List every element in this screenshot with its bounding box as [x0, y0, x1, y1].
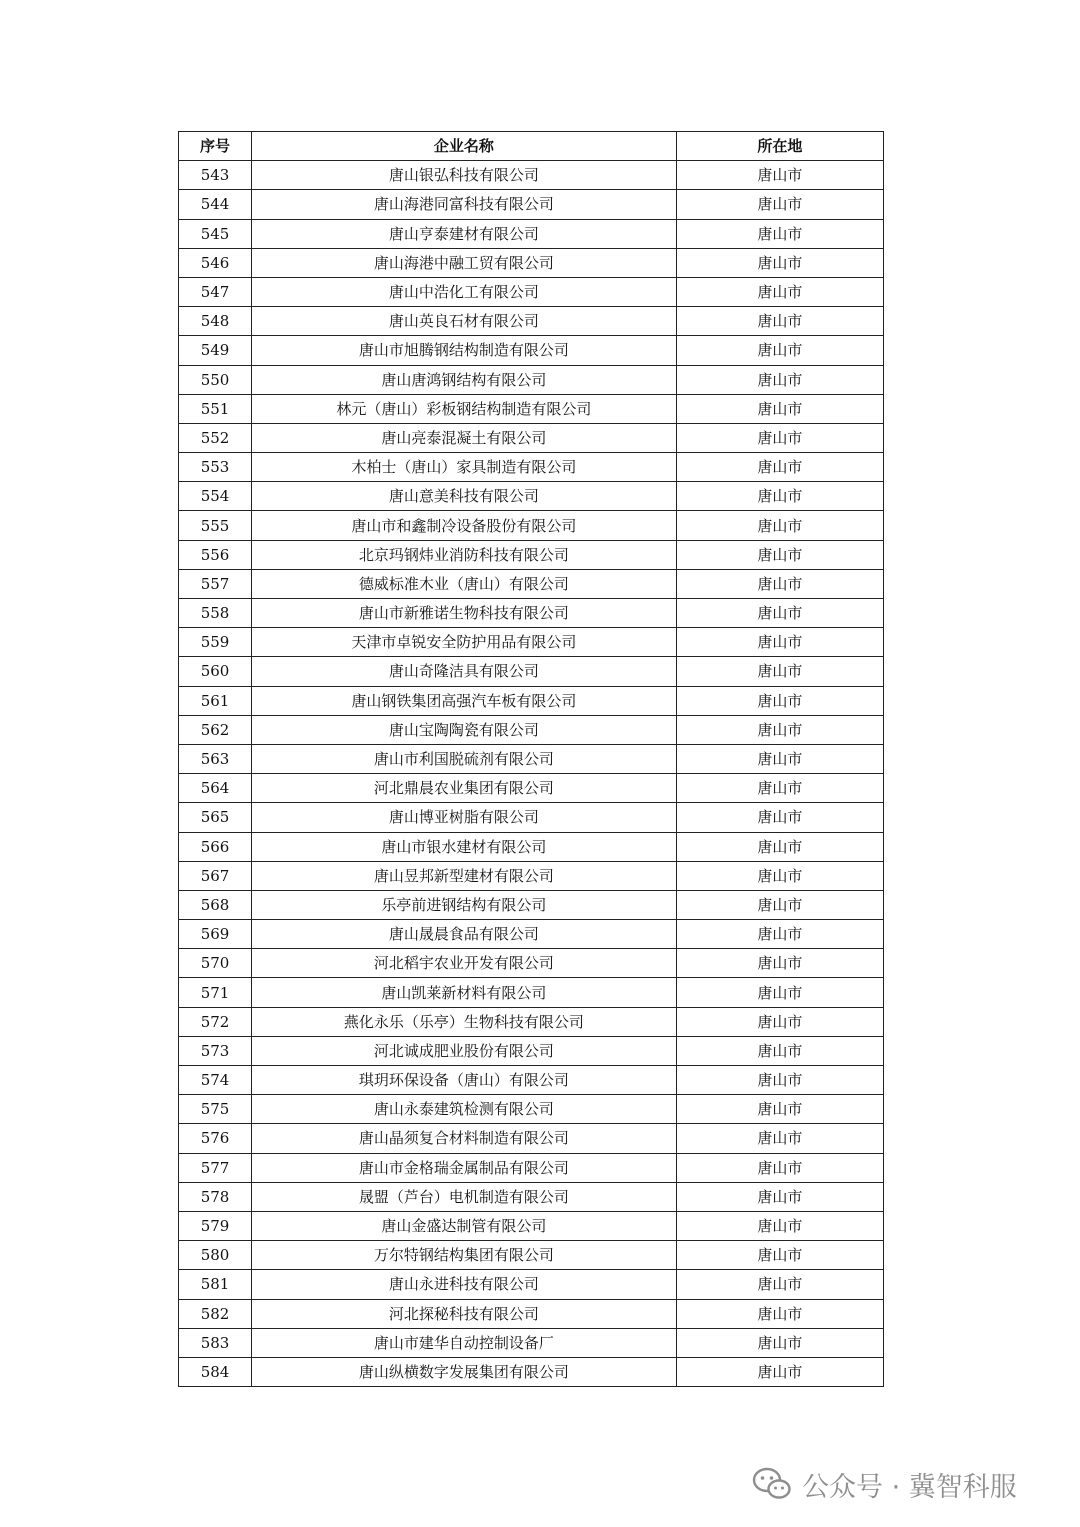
table-row — [179, 628, 884, 657]
cell-location: 唐山市 — [676, 219, 883, 248]
cell-no: 563 — [179, 744, 252, 773]
cell-name: 唐山市和鑫制冷设备股份有限公司 — [252, 511, 677, 540]
cell-location: 唐山市 — [676, 336, 883, 365]
cell-no: 551 — [179, 394, 252, 423]
cell-location: 唐山市 — [676, 1241, 883, 1270]
table-row — [179, 277, 884, 306]
header-location: 所在地 — [676, 132, 883, 161]
cell-location: 唐山市 — [676, 715, 883, 744]
cell-no: 553 — [179, 453, 252, 482]
cell-location: 唐山市 — [676, 190, 883, 219]
cell-no: 584 — [179, 1357, 252, 1386]
cell-location: 唐山市 — [676, 1124, 883, 1153]
cell-no: 545 — [179, 219, 252, 248]
cell-location: 唐山市 — [676, 628, 883, 657]
cell-name: 天津市卓锐安全防护用品有限公司 — [252, 628, 677, 657]
cell-no: 543 — [179, 161, 252, 190]
table-row — [179, 1066, 884, 1095]
cell-no: 572 — [179, 1007, 252, 1036]
cell-location: 唐山市 — [676, 307, 883, 336]
watermark-text: 公众号 · 冀智科服 — [802, 1471, 1017, 1503]
cell-no: 544 — [179, 190, 252, 219]
table-row — [179, 248, 884, 277]
cell-name: 唐山唐鸿钢结构有限公司 — [252, 365, 677, 394]
table-row — [179, 423, 884, 452]
cell-name: 唐山市金格瑞金属制品有限公司 — [252, 1153, 677, 1182]
table-row — [179, 219, 884, 248]
cell-location: 唐山市 — [676, 686, 883, 715]
cell-name: 唐山市旭腾钢结构制造有限公司 — [252, 336, 677, 365]
cell-no: 557 — [179, 569, 252, 598]
cell-no: 554 — [179, 482, 252, 511]
table-header-row — [179, 132, 884, 161]
table-row — [179, 307, 884, 336]
cell-name: 唐山昱邦新型建材有限公司 — [252, 861, 677, 890]
cell-location: 唐山市 — [676, 1357, 883, 1386]
cell-no: 574 — [179, 1066, 252, 1095]
cell-location: 唐山市 — [676, 803, 883, 832]
cell-location: 唐山市 — [676, 832, 883, 861]
cell-no: 573 — [179, 1036, 252, 1065]
table-row — [179, 540, 884, 569]
cell-location: 唐山市 — [676, 365, 883, 394]
table-row — [179, 482, 884, 511]
cell-name: 河北探秘科技有限公司 — [252, 1299, 677, 1328]
cell-no: 581 — [179, 1270, 252, 1299]
cell-location: 唐山市 — [676, 248, 883, 277]
cell-no: 547 — [179, 277, 252, 306]
cell-name: 唐山钢铁集团高强汽车板有限公司 — [252, 686, 677, 715]
cell-location: 唐山市 — [676, 1299, 883, 1328]
cell-location: 唐山市 — [676, 1182, 883, 1211]
cell-no: 566 — [179, 832, 252, 861]
cell-location: 唐山市 — [676, 1007, 883, 1036]
cell-no: 556 — [179, 540, 252, 569]
cell-location: 唐山市 — [676, 511, 883, 540]
table-row — [179, 1328, 884, 1357]
cell-name: 唐山奇隆洁具有限公司 — [252, 657, 677, 686]
cell-name: 河北鼎晨农业集团有限公司 — [252, 774, 677, 803]
cell-no: 565 — [179, 803, 252, 832]
table-row — [179, 744, 884, 773]
cell-no: 580 — [179, 1241, 252, 1270]
cell-name: 唐山海港同富科技有限公司 — [252, 190, 677, 219]
table-row — [179, 1211, 884, 1240]
cell-name: 唐山凯莱新材料有限公司 — [252, 978, 677, 1007]
cell-no: 567 — [179, 861, 252, 890]
cell-no: 562 — [179, 715, 252, 744]
cell-name: 唐山宝陶陶瓷有限公司 — [252, 715, 677, 744]
cell-name: 唐山市建华自动控制设备厂 — [252, 1328, 677, 1357]
cell-name: 唐山市利国脱硫剂有限公司 — [252, 744, 677, 773]
table-row — [179, 365, 884, 394]
cell-name: 唐山意美科技有限公司 — [252, 482, 677, 511]
table-row — [179, 394, 884, 423]
cell-name: 琪玥环保设备（唐山）有限公司 — [252, 1066, 677, 1095]
watermark — [752, 1462, 1017, 1506]
cell-location: 唐山市 — [676, 394, 883, 423]
cell-location: 唐山市 — [676, 453, 883, 482]
cell-name: 唐山纵横数字发展集团有限公司 — [252, 1357, 677, 1386]
cell-no: 578 — [179, 1182, 252, 1211]
table-row — [179, 569, 884, 598]
table-row — [179, 190, 884, 219]
cell-name: 万尔特钢结构集团有限公司 — [252, 1241, 677, 1270]
table-row — [179, 1357, 884, 1386]
cell-name: 唐山博亚树脂有限公司 — [252, 803, 677, 832]
cell-location: 唐山市 — [676, 1095, 883, 1124]
cell-name: 晟盟（芦台）电机制造有限公司 — [252, 1182, 677, 1211]
cell-location: 唐山市 — [676, 161, 883, 190]
cell-location: 唐山市 — [676, 569, 883, 598]
cell-no: 576 — [179, 1124, 252, 1153]
cell-location: 唐山市 — [676, 1036, 883, 1065]
cell-no: 558 — [179, 599, 252, 628]
table-row — [179, 1124, 884, 1153]
table-row — [179, 511, 884, 540]
cell-name: 林元（唐山）彩板钢结构制造有限公司 — [252, 394, 677, 423]
cell-no: 559 — [179, 628, 252, 657]
table-row — [179, 890, 884, 919]
cell-no: 560 — [179, 657, 252, 686]
cell-location: 唐山市 — [676, 599, 883, 628]
cell-name: 唐山海港中融工贸有限公司 — [252, 248, 677, 277]
cell-no: 564 — [179, 774, 252, 803]
cell-no: 571 — [179, 978, 252, 1007]
cell-name: 唐山中浩化工有限公司 — [252, 277, 677, 306]
cell-location: 唐山市 — [676, 540, 883, 569]
table-row — [179, 453, 884, 482]
cell-location: 唐山市 — [676, 774, 883, 803]
cell-name: 唐山永泰建筑检测有限公司 — [252, 1095, 677, 1124]
cell-location: 唐山市 — [676, 1270, 883, 1299]
cell-location: 唐山市 — [676, 861, 883, 890]
cell-name: 河北稻宇农业开发有限公司 — [252, 949, 677, 978]
cell-no: 577 — [179, 1153, 252, 1182]
cell-no: 561 — [179, 686, 252, 715]
table-row — [179, 1007, 884, 1036]
cell-location: 唐山市 — [676, 1066, 883, 1095]
cell-name: 唐山亮泰混凝土有限公司 — [252, 423, 677, 452]
cell-no: 579 — [179, 1211, 252, 1240]
cell-location: 唐山市 — [676, 890, 883, 919]
cell-name: 北京玛钢炜业消防科技有限公司 — [252, 540, 677, 569]
table-body — [179, 161, 884, 1387]
table-row — [179, 1036, 884, 1065]
cell-location: 唐山市 — [676, 657, 883, 686]
cell-no: 569 — [179, 920, 252, 949]
table-row — [179, 599, 884, 628]
table-row — [179, 861, 884, 890]
cell-location: 唐山市 — [676, 277, 883, 306]
cell-name: 乐亭前进钢结构有限公司 — [252, 890, 677, 919]
cell-name: 唐山英良石材有限公司 — [252, 307, 677, 336]
cell-name: 唐山银弘科技有限公司 — [252, 161, 677, 190]
cell-no: 583 — [179, 1328, 252, 1357]
table-row — [179, 978, 884, 1007]
cell-name: 唐山市银水建材有限公司 — [252, 832, 677, 861]
cell-location: 唐山市 — [676, 978, 883, 1007]
table-row — [179, 686, 884, 715]
header-name: 企业名称 — [252, 132, 677, 161]
cell-name: 唐山永进科技有限公司 — [252, 1270, 677, 1299]
table-row — [179, 1095, 884, 1124]
cell-no: 555 — [179, 511, 252, 540]
cell-name: 唐山晟晨食品有限公司 — [252, 920, 677, 949]
table-row — [179, 1182, 884, 1211]
cell-no: 582 — [179, 1299, 252, 1328]
table-row — [179, 774, 884, 803]
wechat-icon — [752, 1467, 792, 1501]
cell-name: 唐山市新雅诺生物科技有限公司 — [252, 599, 677, 628]
table-row — [179, 1270, 884, 1299]
cell-name: 唐山晶须复合材料制造有限公司 — [252, 1124, 677, 1153]
cell-no: 549 — [179, 336, 252, 365]
table-row — [179, 949, 884, 978]
cell-name: 燕化永乐（乐亭）生物科技有限公司 — [252, 1007, 677, 1036]
cell-location: 唐山市 — [676, 1211, 883, 1240]
cell-no: 552 — [179, 423, 252, 452]
table-row — [179, 1153, 884, 1182]
header-no: 序号 — [179, 132, 252, 161]
table-row — [179, 1241, 884, 1270]
cell-no: 575 — [179, 1095, 252, 1124]
cell-no: 570 — [179, 949, 252, 978]
cell-name: 唐山亨泰建材有限公司 — [252, 219, 677, 248]
cell-name: 德威标准木业（唐山）有限公司 — [252, 569, 677, 598]
cell-location: 唐山市 — [676, 1328, 883, 1357]
cell-no: 568 — [179, 890, 252, 919]
table-row — [179, 832, 884, 861]
table-row — [179, 1299, 884, 1328]
table-row — [179, 803, 884, 832]
cell-location: 唐山市 — [676, 949, 883, 978]
table-row — [179, 920, 884, 949]
cell-name: 木柏士（唐山）家具制造有限公司 — [252, 453, 677, 482]
table-row — [179, 657, 884, 686]
table-row — [179, 715, 884, 744]
cell-location: 唐山市 — [676, 1153, 883, 1182]
cell-no: 546 — [179, 248, 252, 277]
cell-no: 550 — [179, 365, 252, 394]
cell-name: 河北诚成肥业股份有限公司 — [252, 1036, 677, 1065]
cell-location: 唐山市 — [676, 482, 883, 511]
cell-no: 548 — [179, 307, 252, 336]
enterprise-table — [178, 131, 884, 1387]
cell-name: 唐山金盛达制管有限公司 — [252, 1211, 677, 1240]
cell-location: 唐山市 — [676, 423, 883, 452]
table-row — [179, 161, 884, 190]
table-row — [179, 336, 884, 365]
cell-location: 唐山市 — [676, 744, 883, 773]
cell-location: 唐山市 — [676, 920, 883, 949]
